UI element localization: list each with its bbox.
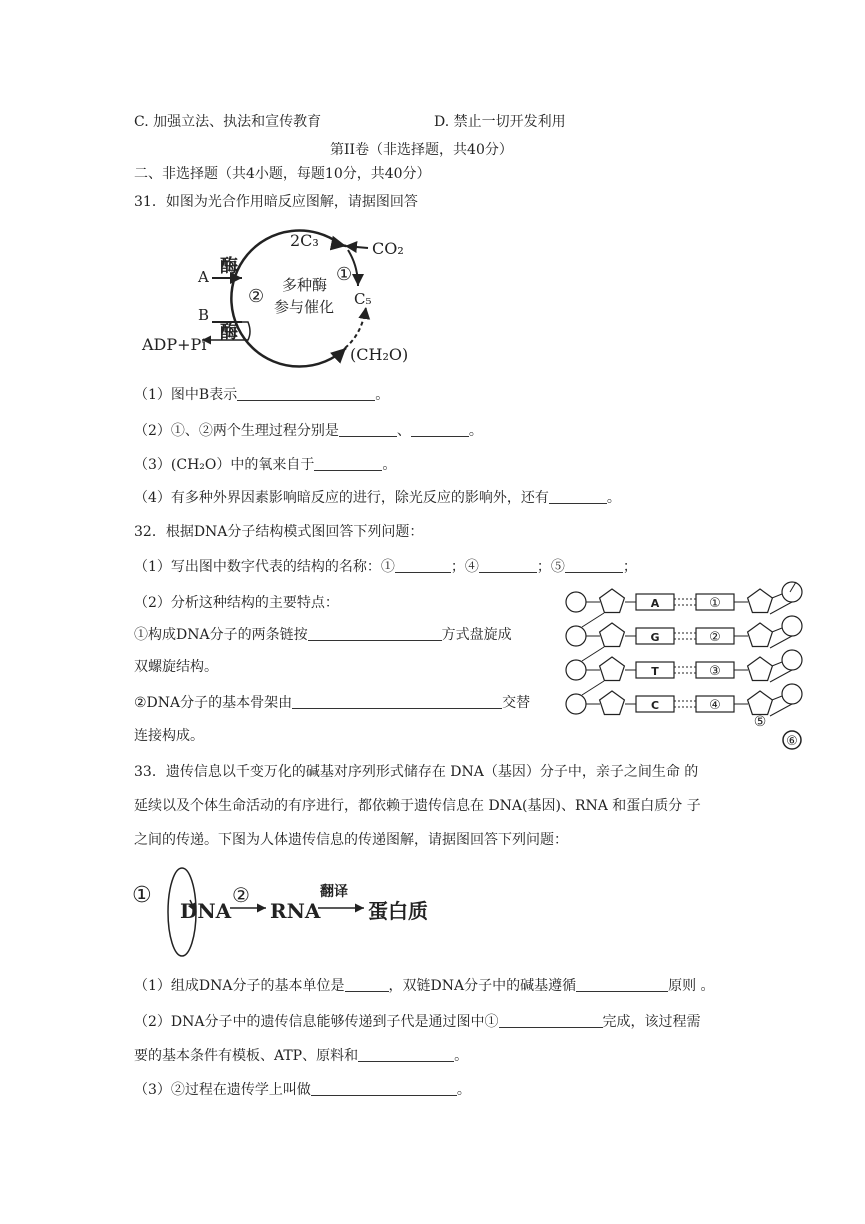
bond (772, 696, 782, 700)
center-line-2: 参与催化 (274, 298, 335, 316)
q31-stem: 31．如图为光合作用暗反应图解，请据图回答 (134, 194, 418, 210)
q32-point2-cont: 连接构成。 (134, 728, 204, 744)
q32-stem: 32．根据DNA分子结构模式图回答下列问题： (134, 524, 424, 540)
q33-sub2-cont: 要的基本条件有模板、ATP、原料和 。 (134, 1048, 469, 1064)
c5-dashed-arc (345, 307, 366, 348)
answer-blank[interactable] (549, 489, 607, 504)
deoxyribose-right (748, 691, 773, 715)
q32-sub1: （1）写出图中数字代表的结构的名称：① ；④ ；⑤ ； (134, 559, 637, 575)
q31-sub3: （3）(CH₂O）中的氧来自于 。 (134, 457, 397, 473)
circle-2: ② (232, 883, 250, 907)
deoxyribose-left (600, 623, 625, 647)
deoxyribose-left (600, 691, 625, 715)
backbone-bond (770, 602, 792, 614)
circle-2: ② (248, 286, 265, 307)
deoxyribose-right (748, 657, 773, 681)
q33-sub2: （2）DNA分子中的遗传信息能够传递到子代是通过图中① 完成，该过程需 (134, 1014, 701, 1030)
answer-blank[interactable] (499, 1013, 603, 1028)
number-label: ④ (709, 698, 721, 713)
q33-line3: 之间的传递。下图为人体遗传信息的传递图解，请据图回答下列问题： (134, 832, 568, 848)
answer-blank[interactable] (292, 694, 502, 709)
q33-sub3: （3）②过程在遗传学上叫做 。 (134, 1082, 471, 1098)
bond (772, 662, 782, 666)
section-heading: 二、非选择题（共4小题，每题10分，共40分） (134, 166, 431, 182)
q32-sub2: （2）分析这种结构的主要特点： (134, 595, 339, 611)
answer-blank[interactable] (339, 422, 397, 437)
phosphate-left (566, 626, 586, 646)
backbone-bond (582, 613, 604, 627)
phosphate-right (782, 650, 802, 670)
backbone-bond (582, 647, 604, 661)
central-dogma-diagram (130, 860, 450, 960)
phosphate-left (566, 660, 586, 680)
dna-structure-diagram (560, 580, 810, 750)
answer-blank[interactable] (395, 558, 451, 573)
q31-sub4: （4）有多种外界因素影响暗反应的进行，除光反应的影响外，还有 。 (134, 490, 621, 506)
phosphate-right (782, 684, 802, 704)
circle-1: ① (132, 883, 152, 908)
ch2o-label: (CH₂O) (350, 345, 409, 364)
label-a: A (198, 268, 209, 286)
number-label: ① (709, 596, 721, 611)
backbone-bond (770, 636, 792, 648)
answer-blank[interactable] (345, 977, 389, 992)
base-label: T (651, 665, 659, 678)
deoxyribose-left (600, 657, 625, 681)
co2-label: CO₂ (372, 239, 404, 258)
enzyme-2: 酶 (220, 322, 238, 343)
backbone-bond (770, 670, 792, 682)
q32-point2: ②DNA分子的基本骨架由 交替 (134, 695, 531, 711)
q31-sub1: （1）图中B表示 。 (134, 387, 390, 403)
adp-label: ADP+Pi (142, 335, 207, 354)
number-6-label: ⑥ (786, 734, 798, 749)
base-label: A (650, 597, 660, 610)
translate-label: 翻译 (320, 884, 348, 900)
q32-point1: ①构成DNA分子的两条链按 方式盘旋成 (134, 627, 512, 643)
answer-blank[interactable] (311, 1081, 457, 1096)
q33-sub1: （1）组成DNA分子的基本单位是 ，双链DNA分子中的碱基遵循 原则 。 (134, 978, 715, 994)
backbone-bond (790, 582, 796, 592)
bond (772, 594, 782, 598)
q31-sub2: （2）①、②两个生理过程分别是 、 。 (134, 423, 483, 439)
answer-blank[interactable] (237, 386, 375, 401)
backbone-bond (770, 704, 792, 716)
center-line-1: 多种酶 (282, 276, 328, 294)
q33-line1: 33．遗传信息以千变万化的碱基对序列形式储存在 DNA（基因）分子中，亲子之间生命 的 (134, 764, 699, 780)
dna-label: DNA (180, 899, 232, 923)
deoxyribose-right (748, 589, 773, 613)
phosphate-right (782, 582, 802, 602)
answer-blank[interactable] (411, 422, 469, 437)
bond (772, 628, 782, 632)
answer-blank[interactable] (565, 558, 623, 573)
c3-label: 2C₃ (290, 231, 319, 250)
phosphate-left (566, 694, 586, 714)
answer-blank[interactable] (479, 558, 537, 573)
deoxyribose-left (600, 589, 625, 613)
enzyme-1: 酶 (220, 256, 238, 277)
phosphate-right (782, 616, 802, 636)
base-label: C (650, 699, 660, 712)
option-d: D. 禁止一切开发利用 (434, 114, 566, 130)
protein-label: 蛋白质 (368, 899, 428, 923)
deoxyribose-right (748, 623, 773, 647)
circle-1: ① (336, 264, 353, 285)
number-label: ③ (709, 664, 721, 679)
number-label: ② (709, 630, 721, 645)
phosphate-left (566, 592, 586, 612)
dark-reaction-diagram (140, 222, 430, 372)
c5-label: C₅ (354, 290, 372, 308)
option-c: C. 加强立法、执法和宣传教育 (134, 114, 322, 130)
base-label: G (650, 631, 660, 644)
rna-label: RNA (270, 899, 321, 923)
q32-point1-cont: 双螺旋结构。 (134, 659, 218, 675)
answer-blank[interactable] (314, 456, 382, 471)
answer-blank[interactable] (308, 626, 442, 641)
section-title: 第II卷（非选择题，共40分） (330, 142, 513, 158)
label-b: B (198, 306, 210, 324)
answer-blank[interactable] (576, 977, 668, 992)
number-5-label: ⑤ (753, 714, 767, 730)
q33-line2: 延续以及个体生命活动的有序进行，都依赖于遗传信息在 DNA(基因)、RNA 和蛋白质分 子 (134, 798, 701, 814)
backbone-bond (582, 681, 604, 695)
answer-blank[interactable] (358, 1047, 454, 1062)
